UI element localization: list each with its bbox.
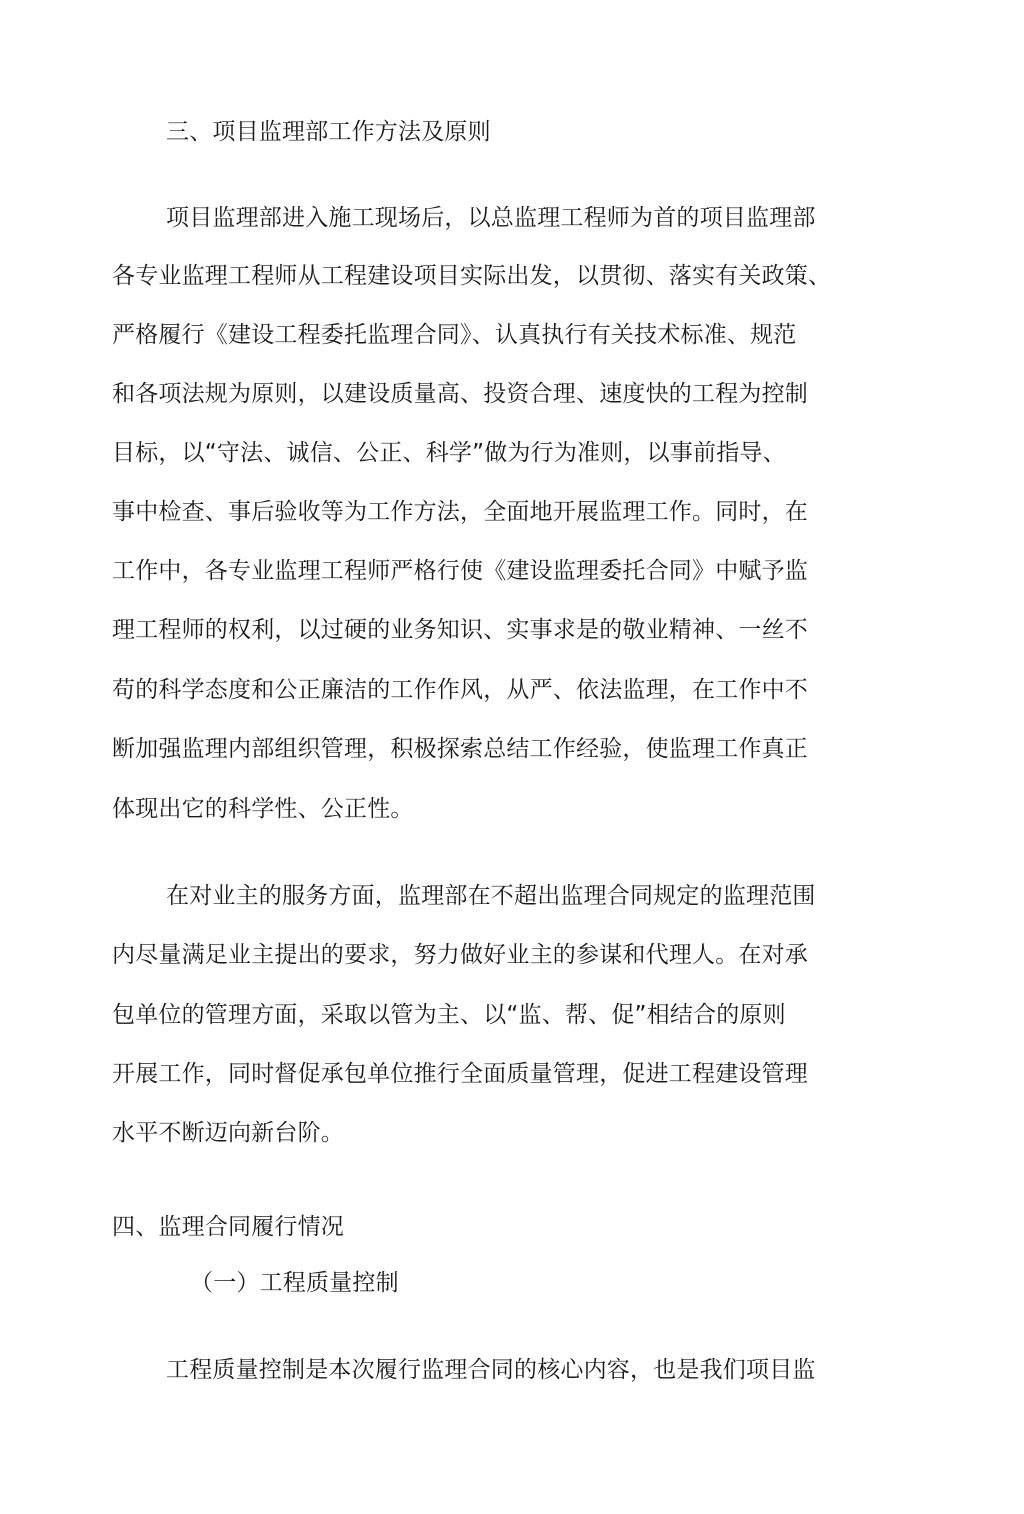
- paragraph-1-line-2: 各专业监理工程师从工程建设项目实际出发，以贯彻、落实有关政策、: [112, 263, 832, 289]
- paragraph-1-line-8: 理工程师的权利，以过硬的业务知识、实事求是的敬业精神、一丝不: [112, 617, 808, 643]
- paragraph-1-line-1: 项目监理部进入施工现场后，以总监理工程师为首的项目监理部: [166, 205, 816, 231]
- subsection-heading-1: （一）工程质量控制: [190, 1270, 399, 1296]
- paragraph-1-line-3: 严格履行《建设工程委托监理合同》、认真执行有关技术标准、规范: [112, 322, 797, 348]
- paragraph-1-line-4: 和各项法规为原则，以建设质量高、投资合理、速度快的工程为控制: [112, 381, 808, 407]
- paragraph-1-line-6: 事中检查、事后验收等为工作方法，全面地开展监理工作。同时，在: [112, 499, 808, 525]
- paragraph-2-line-1: 在对业主的服务方面，监理部在不超出监理合同规定的监理范围: [166, 883, 816, 909]
- paragraph-2-line-3: 包单位的管理方面，采取以管为主、以“监、帮、促”相结合的原则: [112, 1002, 786, 1028]
- paragraph-1-line-10: 断加强监理内部组织管理，积极探索总结工作经验，使监理工作真正: [112, 736, 808, 762]
- paragraph-2-line-5: 水平不断迈向新台阶。: [112, 1120, 344, 1146]
- paragraph-1-line-5: 目标，以“守法、诚信、公正、科学”做为行为准则，以事前指导、: [112, 440, 786, 466]
- paragraph-2-line-2: 内尽量满足业主提出的要求，努力做好业主的参谋和代理人。在对承: [112, 942, 808, 968]
- paragraph-1-line-7: 工作中，各专业监理工程师严格行使《建设监理委托合同》中赋予监: [112, 558, 808, 584]
- paragraph-1-line-9: 苟的科学态度和公正廉洁的工作作风，从严、依法监理，在工作中不: [112, 677, 808, 703]
- paragraph-1-line-11: 体现出它的科学性、公正性。: [112, 796, 414, 822]
- paragraph-2-line-4: 开展工作，同时督促承包单位推行全面质量管理，促进工程建设管理: [112, 1061, 808, 1087]
- section-heading-3: 三、项目监理部工作方法及原则: [166, 119, 491, 145]
- section-heading-4: 四、监理合同履行情况: [112, 1214, 344, 1240]
- paragraph-3-line-1: 工程质量控制是本次履行监理合同的核心内容，也是我们项目监: [166, 1357, 816, 1383]
